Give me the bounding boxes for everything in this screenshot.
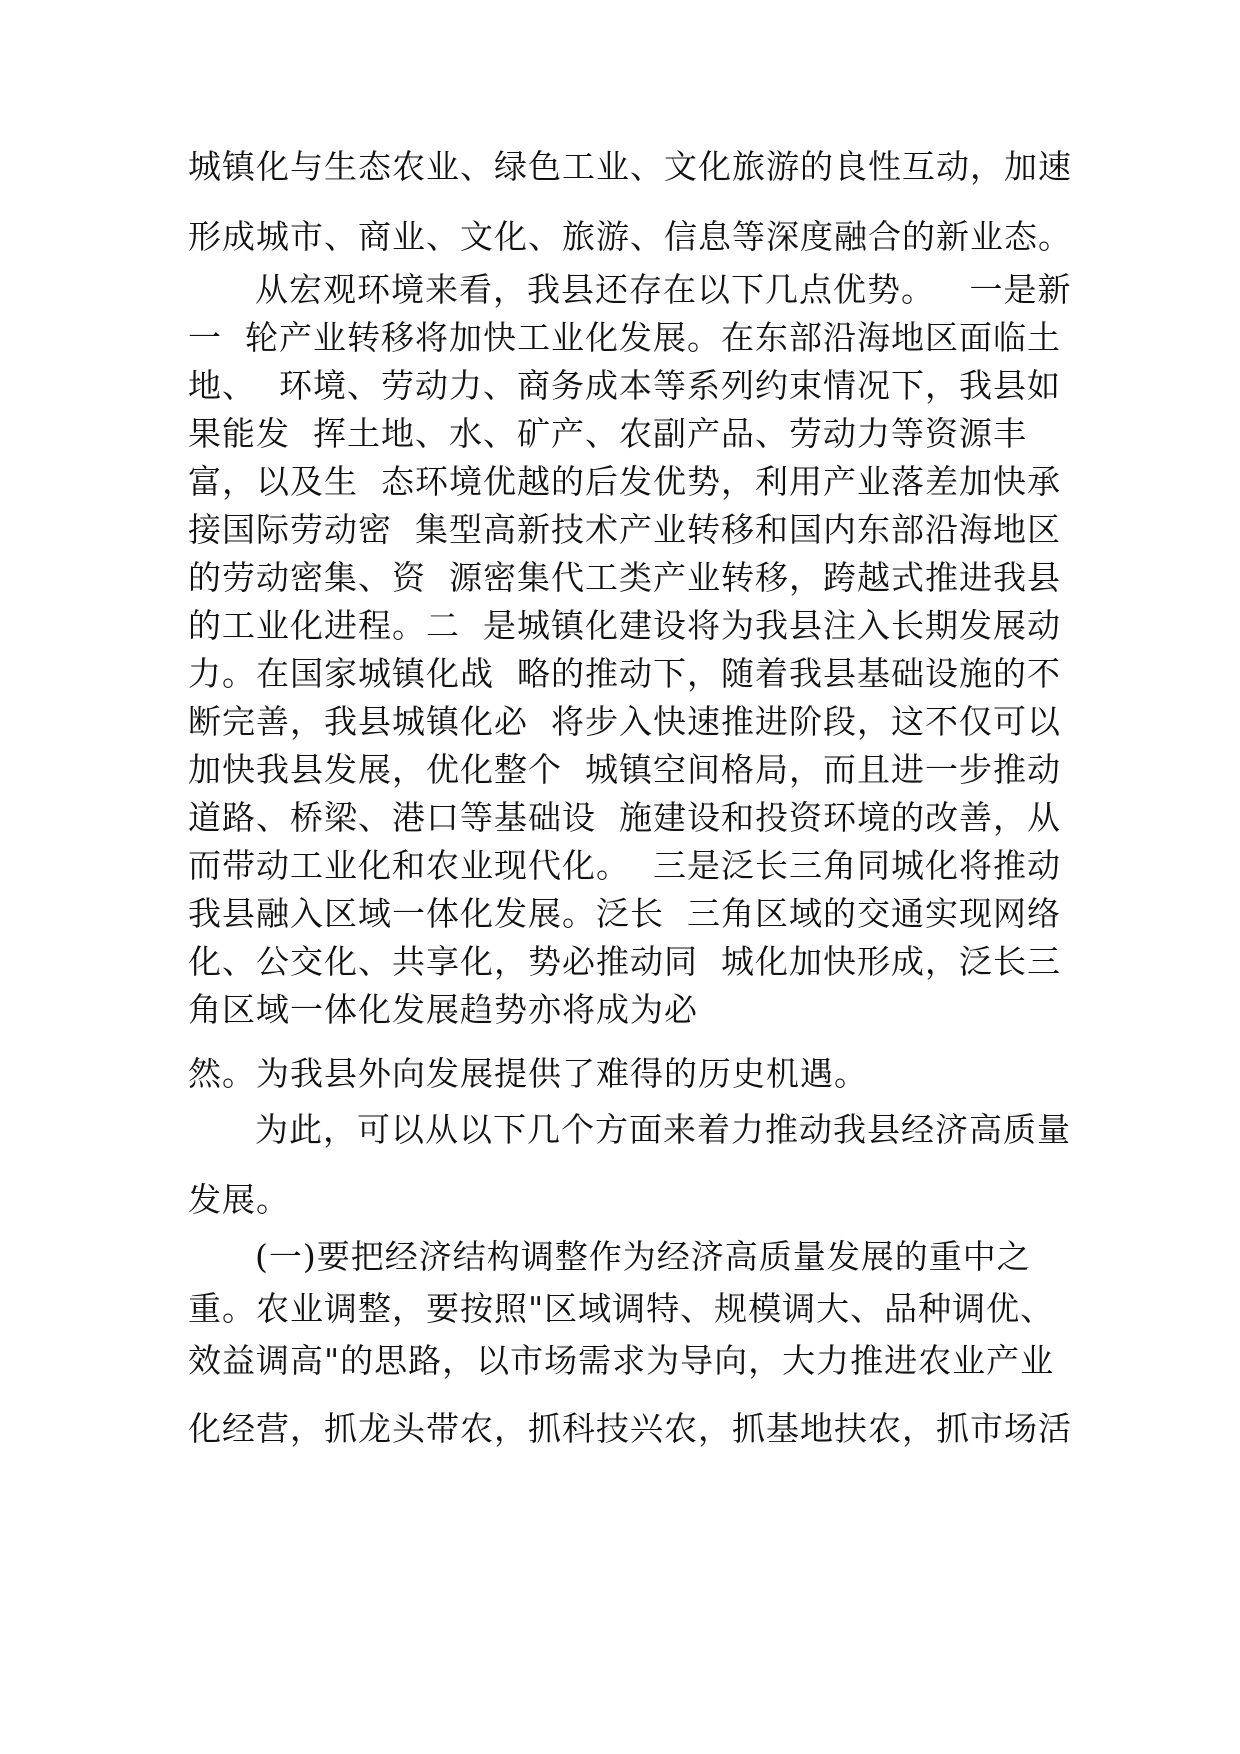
text-line: 效益调高"的思路，以市场需求为导向，大力推进农业产业 <box>188 1341 1055 1380</box>
text-line: 的工业化进程。二 是城镇化建设将为我县注入长期发展动 <box>188 606 1061 645</box>
text-line: 力。在国家城镇化战 略的推动下，随着我县基础设施的不 <box>188 654 1061 693</box>
text-line: (一)要把经济结构调整作为经济高质量发展的重中之 <box>255 1237 1031 1276</box>
text-line: 发展。 <box>188 1180 290 1219</box>
text-line: 接国际劳动密 集型高新技术产业转移和国内东部沿海地区 <box>188 510 1061 549</box>
text-line: 角区域一体化发展趋势亦将成为必 <box>188 990 698 1029</box>
text-line: 而带动工业化和农业现代化。 三是泛长三角同城化将推动 <box>188 846 1061 885</box>
text-line: 果能发 挥土地、水、矿产、农副产品、劳动力等资源丰 <box>188 414 1027 453</box>
text-line: 形成城市、商业、文化、旅游、信息等深度融合的新业态。 <box>188 217 1072 256</box>
text-line: 重。农业调整，要按照"区域调特、规模调大、品种调优、 <box>188 1289 1055 1328</box>
text-line: 然。为我县外向发展提供了难得的历史机遇。 <box>188 1054 868 1093</box>
text-line: 化经营，抓龙头带农，抓科技兴农，抓基地扶农，抓市场活 <box>188 1409 1072 1448</box>
text-line: 加快我县发展，优化整个 城镇空间格局，而且进一步推动 <box>188 750 1061 789</box>
text-line: 断完善，我县城镇化必 将步入快速推进阶段，这不仅可以 <box>188 702 1061 741</box>
text-line: 从宏观环境来看，我县还存在以下几点优势。 一是新 <box>255 270 1072 309</box>
text-line: 道路、桥梁、港口等基础设 施建设和投资环境的改善，从 <box>188 798 1061 837</box>
text-line: 为此，可以从以下几个方面来着力推动我县经济高质量 <box>255 1110 1071 1149</box>
text-line: 一 轮产业转移将加快工业化发展。在东部沿海地区面临土 <box>188 318 1061 357</box>
text-line: 富，以及生 态环境优越的后发优势，利用产业落差加快承 <box>188 462 1061 501</box>
text-line: 城镇化与生态农业、绿色工业、文化旅游的良性互动，加速 <box>188 147 1072 186</box>
text-line: 地、 环境、劳动力、商务成本等系列约束情况下，我县如 <box>188 366 1061 405</box>
text-line: 的劳动密集、资 源密集代工类产业转移，跨越式推进我县 <box>188 558 1061 597</box>
text-line: 化、公交化、共享化，势必推动同 城化加快形成，泛长三 <box>188 942 1061 981</box>
text-line: 我县融入区域一体化发展。泛长 三角区域的交通实现网络 <box>188 894 1061 933</box>
